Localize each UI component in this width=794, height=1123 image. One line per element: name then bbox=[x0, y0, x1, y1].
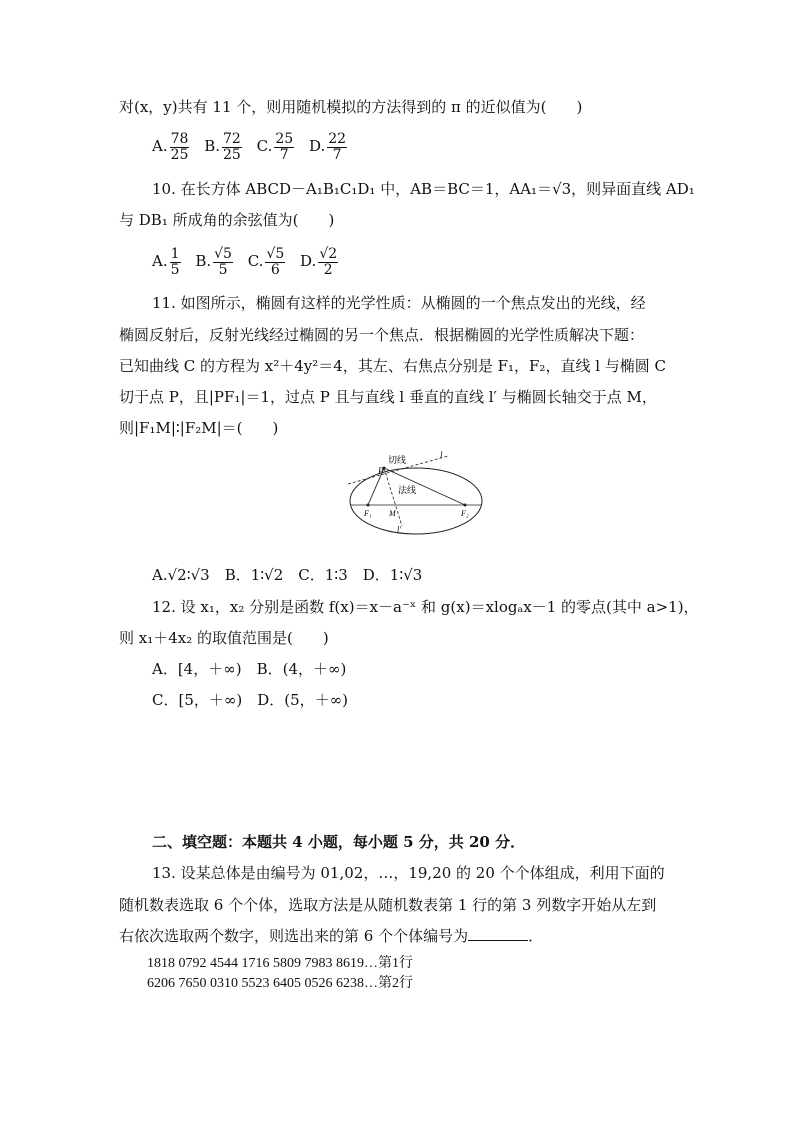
q13-line3-text: 右依次选取两个数字，则选出来的第 6 个个体编号为 bbox=[119, 927, 469, 945]
label-p: P bbox=[378, 466, 384, 476]
q10-options bbox=[152, 242, 348, 280]
q10-option-c: C. $\frac{√5}{6}$ bbox=[247, 245, 285, 278]
q12-line1: 12. 设 x₁，x₂ 分别是函数 f(x)＝x－a⁻ˣ 和 g(x)＝xlogₐx－1 的零点(其中 a>1)， bbox=[152, 598, 699, 616]
q12-line2: 则 x₁＋4x₂ 的取值范围是( ) bbox=[119, 629, 329, 647]
q10-line2: 与 DB₁ 所成角的余弦值为( ) bbox=[119, 211, 335, 229]
point-f2 bbox=[464, 504, 467, 507]
label-f2: F₂ bbox=[461, 509, 469, 518]
q11-line2: 椭圆反射后，反射光线经过椭圆的另一个焦点．根据椭圆的光学性质解决下题： bbox=[119, 326, 645, 344]
q11-options: A.√2∶√3 B．1∶√2 C．1∶3 D．1∶√3 bbox=[152, 566, 423, 584]
q11-line1: 11. 如图所示，椭圆有这样的光学性质：从椭圆的一个焦点发出的光线，经 bbox=[152, 294, 646, 312]
q12-options-row1: A．[4，＋∞) B．(4，＋∞) bbox=[152, 660, 347, 678]
label-lprime: l′ bbox=[397, 525, 401, 534]
random-table-row1: 1818 0792 4544 1716 5809 7983 8619…第1行 bbox=[147, 956, 413, 971]
q12-options-row2: C．[5，＋∞) D．(5，＋∞) bbox=[152, 691, 348, 709]
q9-option-a: A. $\frac{78}{25}$ bbox=[152, 130, 189, 163]
q11-line3: 已知曲线 C 的方程为 x²＋4y²＝4，其左、右焦点分别是 F₁，F₂，直线 l 与椭圆 C bbox=[119, 357, 667, 375]
q10-option-d: D. $\frac{√2}{2}$ bbox=[300, 245, 338, 278]
random-table-row2: 6206 7650 0310 5523 6405 0526 6238…第2行 bbox=[147, 976, 413, 991]
q10-option-b: B. $\frac{√5}{5}$ bbox=[195, 245, 232, 278]
label-m: M bbox=[389, 509, 396, 518]
q11-line5: 则|F₁M|∶|F₂M|＝( ) bbox=[119, 419, 279, 437]
q9-option-c: C. $\frac{25}{7}$ bbox=[256, 130, 294, 163]
q9-option-b: B. $\frac{72}{25}$ bbox=[204, 130, 241, 163]
label-l: l bbox=[440, 450, 443, 460]
q9-text: 对(x，y)共有 11 个，则用随机模拟的方法得到的 π 的近似值为( ) bbox=[119, 98, 583, 116]
q10-option-a: A. $\frac{1}{5}$ bbox=[152, 245, 180, 278]
answer-blank[interactable] bbox=[468, 926, 528, 941]
label-f1: F₁ bbox=[364, 509, 372, 518]
q9-options bbox=[152, 128, 357, 164]
q13-line3 bbox=[119, 925, 543, 947]
label-normal: 法线 bbox=[398, 485, 417, 495]
q10-line1: 10. 在长方体 ABCD－A₁B₁C₁D₁ 中，AB＝BC＝1，AA₁＝√3，则异面直线 AD₁ bbox=[152, 180, 695, 198]
q9-option-d: D. $\frac{22}{7}$ bbox=[308, 130, 347, 163]
q13-line2: 随机数表选取 6 个个体，选取方法是从随机数表第 1 行的第 3 列数字开始从左到 bbox=[119, 896, 657, 914]
label-tangent: 切线 bbox=[388, 455, 407, 465]
section2-heading: 二、填空题：本题共 4 小题，每小题 5 分，共 20 分． bbox=[152, 833, 526, 851]
q11-line4: 切于点 P，且|PF₁|＝1，过点 P 且与直线 l 垂直的直线 l′ 与椭圆长轴交于点 M， bbox=[119, 388, 657, 406]
point-f1 bbox=[367, 504, 370, 507]
q13-line1: 13. 设某总体是由编号为 01,02，…，19,20 的 20 个个体组成，利用下面的 bbox=[152, 864, 665, 882]
q13-line3-end: ． bbox=[528, 927, 544, 945]
ellipse-figure bbox=[340, 446, 490, 536]
